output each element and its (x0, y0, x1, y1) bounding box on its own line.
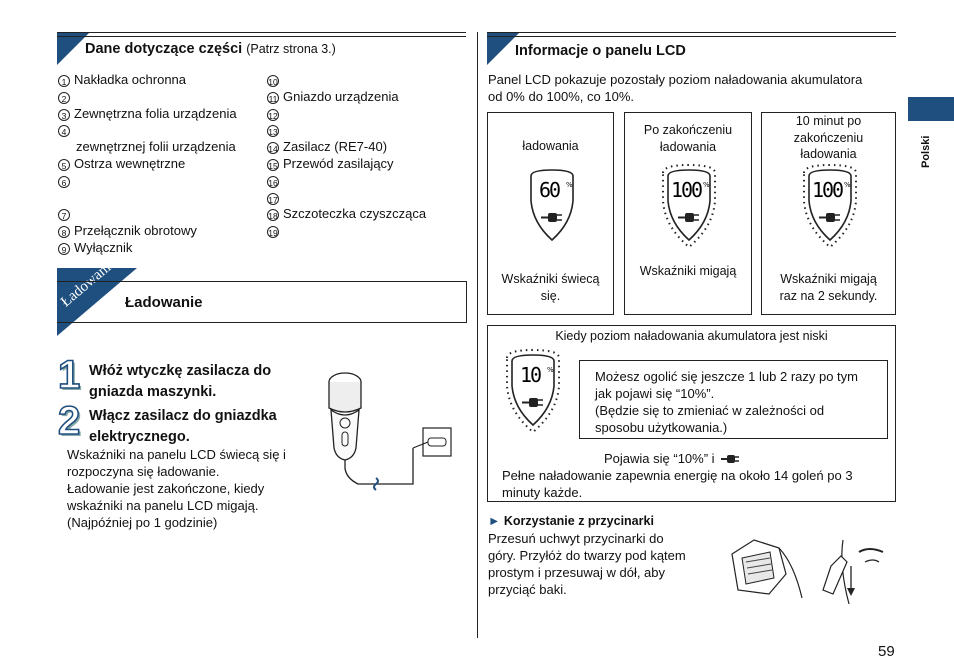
caption-line: Wskaźniki migają (639, 264, 737, 278)
part-number: 11 (268, 93, 278, 104)
parts-title-text: Dane dotyczące części (85, 41, 243, 57)
part-row (58, 223, 268, 240)
lcd-intro-line: od 0% do 100%, co 10%. (488, 89, 634, 104)
appears-text: Pojawia się “10%” i (604, 451, 715, 466)
low-battery-box (487, 325, 896, 502)
lcd-panel (624, 112, 752, 315)
lcd-intro (488, 71, 898, 105)
trimmer-text-line: Przesuń uchwyt przycinarki do (488, 531, 664, 546)
part-row (267, 89, 467, 106)
part-row (58, 139, 268, 156)
lcd-unit: % (843, 181, 851, 189)
caption-line: 10 minut po (795, 114, 862, 128)
lcd-display-icon (522, 163, 582, 249)
low-note-line: Możesz ogolić się jeszcze 1 lub 2 razy po tym (595, 369, 858, 384)
part-number: 15 (268, 160, 278, 171)
column-divider (477, 32, 478, 638)
part-number: 2 (58, 92, 70, 104)
step1-text: Włóż wtyczkę zasilacza do gniazda maszynki. (89, 363, 272, 400)
step1-number: 1 (58, 353, 81, 397)
charging-title-box (57, 281, 467, 323)
part-number: 3 (58, 109, 70, 121)
part-row (58, 173, 268, 190)
low-note-line: jak pojawi się “10%”. (595, 386, 715, 401)
caption-line: ładowania (800, 147, 857, 161)
part-label: Zewnętrzna folia urządzenia (74, 105, 237, 121)
lcd-panel-top-caption (762, 113, 895, 163)
parts-section-title (85, 41, 336, 57)
step2-text: Włącz zasilacz do gniazdka elektrycznego. (89, 408, 277, 445)
lcd-icon-holder (522, 163, 582, 254)
parts-section-header (57, 32, 466, 63)
lcd-value: 60 (538, 178, 559, 202)
caption-line: raz na 2 sekundy. (779, 288, 878, 303)
lcd-panel-bottom-caption (625, 263, 751, 280)
charging-desc-line: Ładowanie jest zakończone, kiedy (67, 481, 265, 496)
part-label: Zasilacz (RE7-40) (283, 139, 388, 155)
lcd-display-icon (503, 348, 563, 434)
lcd-display-icon (800, 163, 860, 249)
lcd-icon-holder (659, 163, 719, 254)
full-charge-line: Pełne naładowanie zapewnia energię na około 14 goleń po 3 (502, 468, 853, 483)
part-row (267, 139, 467, 156)
trimmer-illustration (724, 534, 804, 604)
parts-list-left (58, 72, 268, 257)
step2-number: 2 (58, 399, 81, 443)
low-note-line: (Będzie się to zmieniać w zależności od (595, 403, 825, 418)
part-number: 10 (268, 77, 278, 87)
lcd-section-header (487, 32, 896, 63)
part-number: 9 (58, 243, 70, 255)
part-number: 16 (268, 177, 278, 188)
caption-line: Wskaźniki migają (780, 272, 877, 286)
part-row (58, 89, 268, 106)
part-number: 5 (58, 159, 70, 171)
caption-line: zakończeniu (793, 130, 864, 145)
full-charge-text (502, 467, 892, 501)
part-number: 13 (268, 127, 278, 138)
part-label: zewnętrznej folii urządzenia (76, 139, 236, 155)
trimmer-heading (488, 514, 654, 528)
charging-title: Ładowanie (125, 294, 203, 311)
parts-list-right (267, 72, 467, 240)
charging-desc-line: rozpoczyna się ładowanie. (67, 464, 220, 479)
part-label: Ostrza wewnętrzne (74, 155, 186, 171)
part-label: Szczoteczka czyszcząca (283, 206, 427, 222)
lcd-value: 100 (811, 178, 842, 202)
part-row (267, 122, 467, 139)
lcd-panel-top-caption (488, 138, 613, 155)
part-number: 19 (268, 228, 278, 239)
part-row (58, 72, 268, 89)
charging-description (67, 446, 327, 531)
charging-desc-line: (Najpóźniej po 1 godzinie) (67, 515, 218, 530)
part-label: Przełącznik obrotowy (74, 223, 197, 239)
part-label: Gniazdo urządzenia (283, 88, 399, 104)
lcd-panel-top-caption (625, 122, 751, 155)
parts-page-ref: (Patrz strona 3.) (246, 42, 336, 56)
part-label: Nakładka ochronna (74, 72, 187, 87)
part-number: 7 (58, 209, 70, 221)
trimmer-text (488, 530, 718, 598)
part-row (58, 122, 268, 139)
trimmer-text-line: przyciąć baki. (488, 582, 567, 597)
part-row (267, 190, 467, 207)
part-row (58, 240, 268, 257)
part-number: 18 (268, 211, 278, 222)
lcd-panel-bottom-caption (488, 271, 613, 304)
page-number: 59 (878, 643, 895, 660)
shaver-charging-illustration (318, 368, 458, 503)
caption-line: ładowania (522, 139, 579, 153)
part-number: 6 (58, 176, 70, 188)
charging-desc-line: wskaźniki na panelu LCD migają. (67, 498, 259, 513)
full-charge-line: minuty każde. (502, 485, 583, 500)
caption-line: się. (540, 288, 561, 303)
lcd-section-title: Informacje o panelu LCD (515, 43, 686, 59)
part-number: 4 (58, 125, 70, 137)
caption-line: Wskaźniki świecą (501, 272, 600, 286)
trimmer-text-line: góry. Przyłóż do twarzy pod kątem (488, 548, 686, 563)
part-number: 12 (268, 110, 278, 121)
low-battery-note-box (579, 360, 888, 439)
lcd-panel-bottom-caption (762, 271, 895, 304)
lcd-intro-line: Panel LCD pokazuje pozostały poziom naładowania akumulatora (488, 72, 863, 87)
language-label: Polski (920, 135, 932, 168)
caption-line: Po zakończeniu (643, 123, 733, 137)
low-battery-note (595, 368, 887, 436)
lcd-icon-holder (800, 163, 860, 254)
low-battery-lcd (503, 348, 563, 439)
caption-line: ładowania (659, 139, 717, 154)
lcd-panel (487, 112, 614, 315)
part-row (267, 72, 467, 89)
part-label: Przewód zasilający (283, 155, 394, 171)
part-number: 17 (268, 194, 278, 205)
face-trimming-illustration (815, 536, 895, 606)
language-tab (908, 97, 954, 121)
part-row (267, 156, 467, 173)
part-row (267, 206, 467, 223)
part-number: 14 (268, 144, 278, 155)
part-row (267, 173, 467, 190)
trimmer-title: Korzystanie z przycinarki (503, 514, 654, 528)
lcd-unit: % (565, 181, 573, 189)
lcd-panel (761, 112, 896, 315)
lcd-value: 100 (670, 178, 702, 202)
part-number: 1 (58, 75, 70, 87)
lcd-unit: % (703, 181, 710, 189)
part-row (267, 223, 467, 240)
part-row (58, 106, 268, 123)
lcd-display-icon (659, 163, 719, 249)
part-number: 8 (58, 226, 70, 238)
part-row (267, 106, 467, 123)
plug-icon (721, 453, 739, 468)
charging-desc-line: Wskaźniki na panelu LCD świecą się i (67, 447, 286, 462)
arrow-right-icon: ► (488, 514, 501, 528)
low-note-line: sposobu użytkowania.) (595, 420, 728, 435)
lcd-value: 10 (519, 363, 541, 387)
low-battery-title: Kiedy poziom naładowania akumulatora jest niski (555, 329, 828, 343)
part-row (58, 206, 268, 223)
lcd-unit: % (547, 366, 554, 374)
low-battery-appears (604, 451, 739, 468)
trimmer-text-line: prostym i przesuwaj w dół, aby (488, 565, 666, 580)
part-label: Wyłącznik (74, 239, 133, 255)
part-row (58, 190, 268, 207)
charging-tag: Ładowanie (58, 255, 120, 311)
part-row (58, 156, 268, 173)
